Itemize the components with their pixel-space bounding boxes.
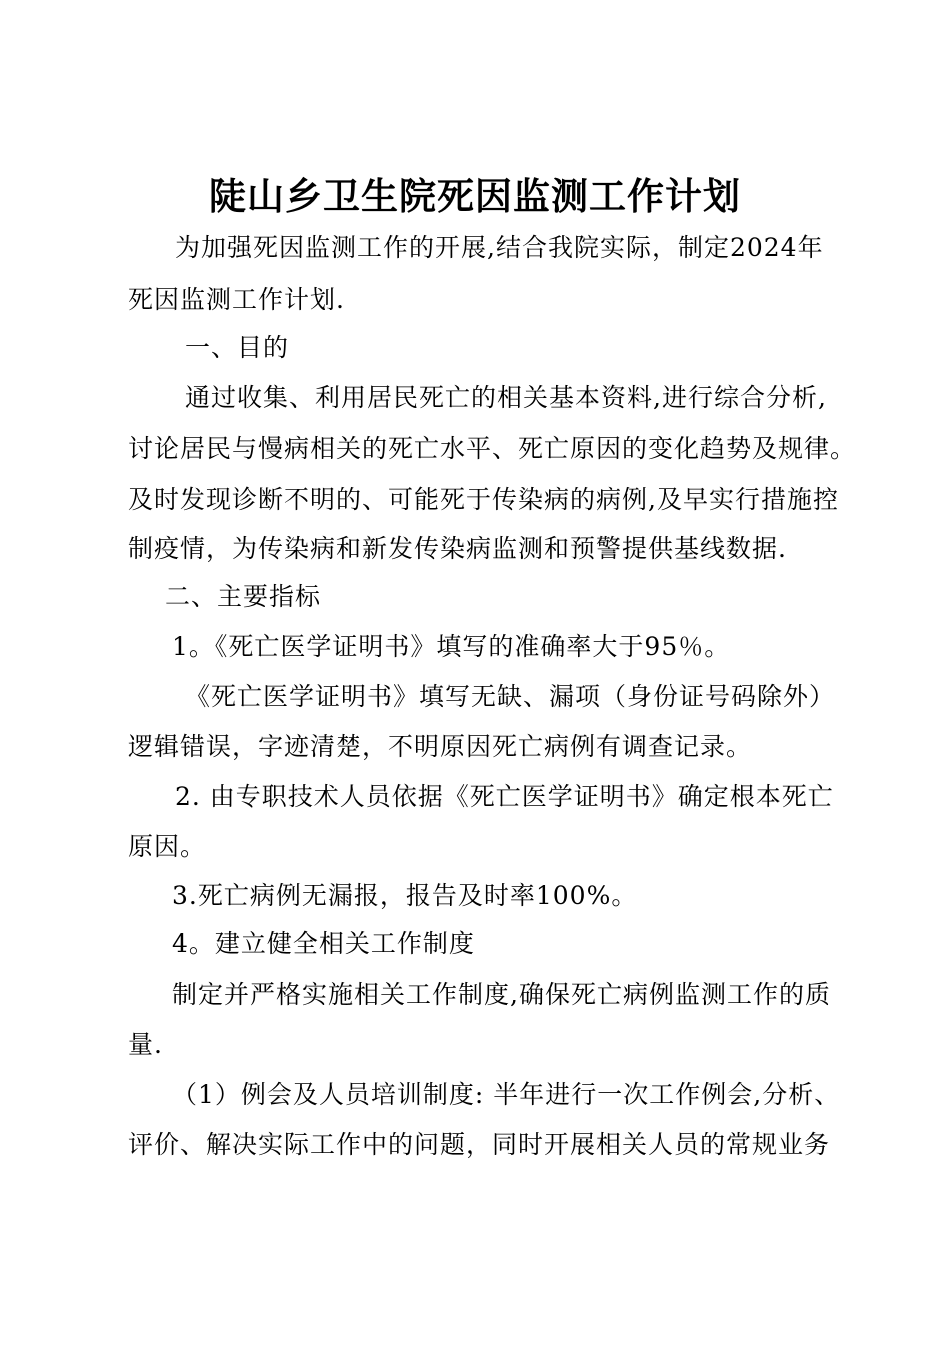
section-heading: 一、目的 [185,333,290,362]
paragraph-line: 死因监测工作计划. [128,285,345,314]
paragraph-line: 讨论居民与慢病相关的死亡水平、死亡原因的变化趋势及规律。 [128,434,857,463]
paragraph-line: 为加强死因监测工作的开展,结合我院实际，制定2024年 [175,233,824,262]
paragraph-line: 逻辑错误，字迹清楚，不明原因死亡病例有调查记录。 [128,732,753,761]
paragraph-line: （1）例会及人员培训制度: 半年进行一次工作例会,分析、 [172,1080,841,1109]
paragraph-line: 量. [128,1030,163,1059]
paragraph-line: 评价、解决实际工作中的问题，同时开展相关人员的常规业务 [128,1130,831,1159]
paragraph-line: 及时发现诊断不明的、可能死于传染病的病例,及早实行措施控 [128,485,839,514]
section-heading: 二、主要指标 [165,582,322,611]
paragraph-line: 原因。 [128,832,207,861]
list-item: 3.死亡病例无漏报，报告及时率100%。 [172,881,638,910]
document-title: 陡山乡卫生院死因监测工作计划 [209,174,741,218]
paragraph-line: 通过收集、利用居民死亡的相关基本资料,进行综合分析, [185,383,827,412]
paragraph-line: 制定并严格实施相关工作制度,确保死亡病例监测工作的质 [172,980,831,1009]
list-item: 2. 由专职技术人员依据《死亡医学证明书》确定根本死亡 [175,782,834,811]
list-item: 4。建立健全相关工作制度 [172,929,475,958]
list-item: 1。《死亡医学证明书》填写的准确率大于95％。 [172,632,731,661]
paragraph-line: 《死亡医学证明书》填写无缺、漏项（身份证号码除外） [185,682,836,711]
paragraph-line: 制疫情，为传染病和新发传染病监测和预警提供基线数据. [128,534,787,563]
